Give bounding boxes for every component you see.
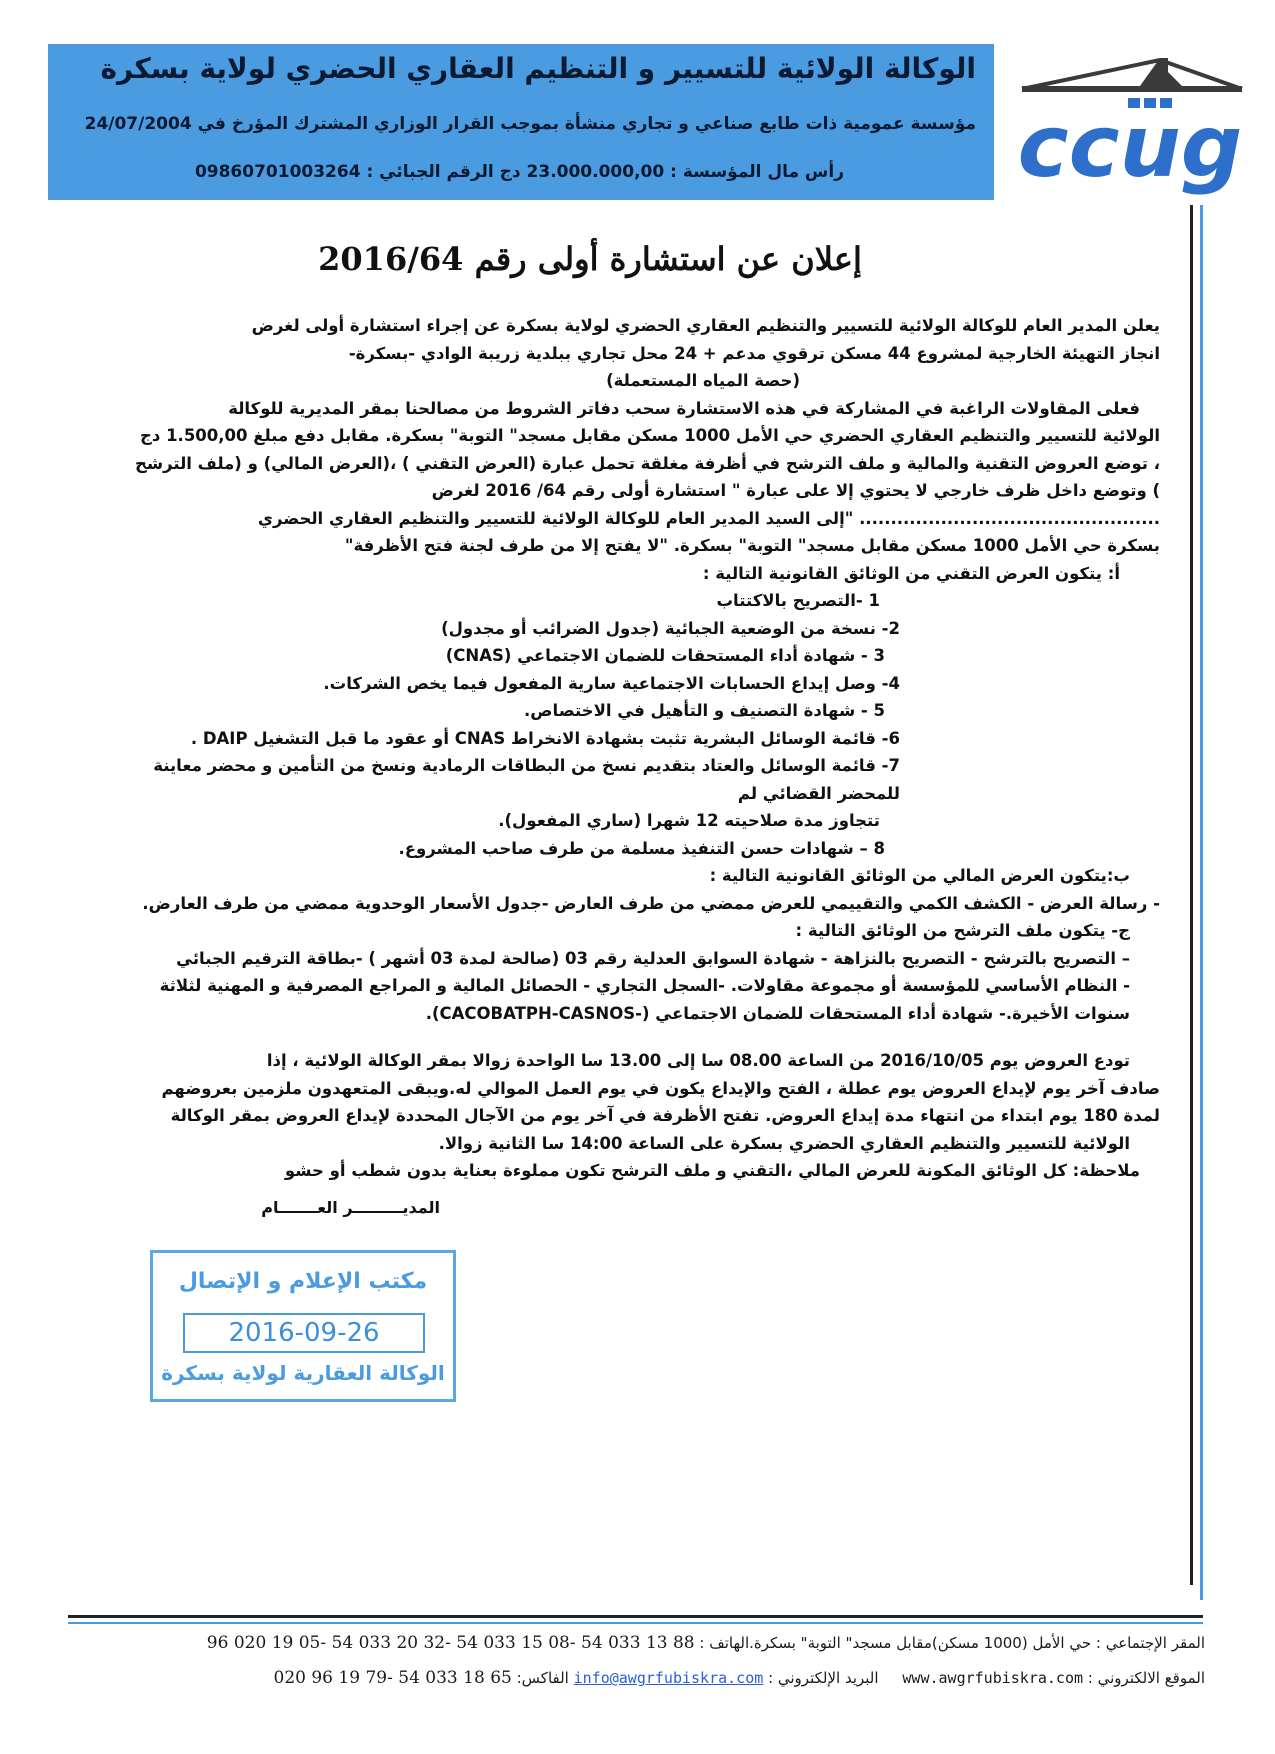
body-paragraph: ................................................ "إلى السيد المدير العام للوكالة الولائية للتسيير والتنظيم العقاري الحضري bbox=[257, 508, 1160, 528]
footer-fax-label: الفاكس: bbox=[516, 1669, 569, 1687]
technical-offer-item: 6- قائمة الوسائل البشرية تثبت بشهادة الانخراط CNAS أو عقود ما قبل التشغيل DAIP . bbox=[190, 728, 900, 748]
director-general-signature: المديـــــــــر العـــــــام bbox=[261, 1198, 440, 1217]
body-paragraph: ) وتوضع داخل ظرف خارجي لا يحتوي إلا على عبارة " استشارة أولى رقم 64/ 2016 لغرض bbox=[431, 481, 1160, 500]
technical-offer-item: تتجاوز مدة صلاحيته 12 شهرا (ساري المفعول). bbox=[498, 811, 880, 830]
footer-address-line bbox=[70, 1633, 1205, 1653]
footer-contact-line bbox=[70, 1668, 1205, 1688]
announcement-title: إعلان عن استشارة أولى رقم 2016/64 bbox=[318, 240, 862, 278]
footer-rule-blue bbox=[68, 1622, 1203, 1624]
logo-lettering: ccug bbox=[1017, 97, 1243, 197]
footer-rule bbox=[68, 1615, 1203, 1618]
body-paragraph: (حصة المياه المستعملة) bbox=[606, 371, 800, 390]
stamp-office-name: مكتب الإعلام و الإتصال bbox=[178, 1269, 428, 1294]
body-paragraph: بسكرة حي الأمل 1000 مسكن مقابل مسجد" التوبة" بسكرة. "لا يفتح إلا من طرف لجنة فتح الأظرفة" bbox=[344, 536, 1160, 555]
deposit-terms-line: الولائية للتسيير والتنظيم العقاري الحضري بسكرة على الساعة 14:00 سا الثانية زوالا. bbox=[438, 1133, 1130, 1153]
right-margin-rule-blue bbox=[1200, 205, 1203, 1600]
agency-name: الوكالة الولائية للتسيير و التنظيم العقاري الحضري لولاية بسكرة bbox=[100, 52, 976, 85]
body-paragraph: فعلى المقاولات الراغبة في المشاركة في هذه الاستشارة سحب دفاتر الشروط من مصالحنا بمقر المديرية للوكالة bbox=[228, 398, 1140, 418]
technical-offer-heading: أ: يتكون العرض التقني من الوثائق القانونية التالية : bbox=[702, 563, 1120, 583]
deposit-terms-line: لمدة 180 يوم ابتداء من انتهاء مدة إيداع العروض. تفتح الأظرفة في آخر يوم من الآجال المحددة لإيداع العروض بمقر الوكالة bbox=[170, 1106, 1160, 1125]
body-paragraph: الولائية للتسيير والتنظيم العقاري الحضري حي الأمل 1000 مسكن مقابل مسجد" التوبة" بسكرة. مقابل دفع مبلغ 1.500,00 دج bbox=[139, 426, 1160, 445]
technical-offer-item: 4- وصل إيداع الحسابات الاجتماعية سارية المفعول فيما يخص الشركات. bbox=[323, 673, 900, 693]
technical-offer-item: 7- قائمة الوسائل والعتاد بتقديم نسخ من البطاقات الرمادية ونسخ من التأمين و محضر معاينة للمحضر القضائي لم bbox=[153, 756, 900, 803]
agency-legal-status: مؤسسة عمومية ذات طابع صناعي و تجاري منشأة بموجب القرار الوزاري المشترك المؤرخ في 24/07/2004 bbox=[84, 114, 976, 134]
office-stamp bbox=[150, 1250, 456, 1402]
deposit-terms-line: تودع العروض يوم 2016/10/05 من الساعة 08.00 سا إلى 13.00 سا الواحدة زوالا بمقر الوكالة الولائية ، إذا bbox=[266, 1051, 1130, 1070]
agency-capital-tax-id: رأس مال المؤسسة : 23.000.000,00 دج الرقم الجبائي : 09860701003264 bbox=[194, 162, 844, 182]
stamp-date: 2016-09-26 bbox=[183, 1313, 425, 1353]
body-paragraph: انجاز التهيئة الخارجية لمشروع 44 مسكن ترقوي مدعم + 24 محل تجاري ببلدية زريبة الوادي -بسكرة- bbox=[348, 343, 1160, 363]
footer-site-label: الموقع الالكتروني : bbox=[1087, 1669, 1205, 1687]
agency-logo bbox=[1010, 48, 1250, 198]
note-line: ملاحظة: كل الوثائق المكونة للعرض المالي ،التقني و ملف الترشح تكون مملوءة بعناية بدون شطب أو حشو bbox=[284, 1161, 1140, 1180]
footer-fax: 65 18 033 54 -79 19 96 020 bbox=[273, 1668, 512, 1688]
right-margin-rule bbox=[1190, 205, 1193, 1585]
email-link[interactable]: info@awgrfubiskra.com bbox=[573, 1669, 764, 1687]
financial-offer-heading: ب:يتكون العرض المالي من الوثائق القانونية التالية : bbox=[709, 866, 1130, 885]
stamp-agency-name: الوكالة العقارية لولاية بسكرة bbox=[161, 1361, 445, 1385]
footer-address: المقر الإجتماعي : حي الأمل (1000 مسكن)مقابل مسجد" التوبة" بسكرة.الهاتف : bbox=[699, 1634, 1205, 1652]
technical-offer-item: 8 – شهادات حسن التنفيذ مسلمة من طرف صاحب المشروع. bbox=[398, 838, 885, 858]
website-link[interactable]: www.awgrfubiskra.com bbox=[902, 1669, 1084, 1687]
technical-offer-item: 5 - شهادة التصنيف و التأهيل في الاختصاص. bbox=[524, 701, 885, 720]
application-file-line: - النظام الأساسي للمؤسسة أو مجموعة مقاولات. -السجل التجاري - الحصائل المالية و المراجع المصرفية و المهنية لثلاثة bbox=[159, 976, 1130, 995]
financial-offer-text: - رسالة العرض - الكشف الكمي والتقييمي للعرض ممضي من طرف العارض -جدول الأسعار الوحدوية ممضي من طرف العارض. bbox=[142, 893, 1160, 913]
body-paragraph: يعلن المدير العام للوكالة الولائية للتسيير والتنظيم العقاري الحضري لولاية بسكرة عن إجراء استشارة أولى لغرض bbox=[251, 316, 1160, 335]
body-paragraph: ، توضع العروض التقنية والمالية و ملف الترشح في أظرفة مغلقة تحمل عبارة (العرض التقني ) ،(العرض المالي) و (ملف الترشح bbox=[134, 453, 1160, 473]
application-file-line: سنوات الأخيرة.- شهادة أداء المستحقات للضمان الاجتماعي (-CACOBATPH-CASNOS). bbox=[425, 1003, 1130, 1023]
footer-email-label: البريد الإلكتروني : bbox=[768, 1669, 879, 1687]
header-banner bbox=[48, 44, 994, 200]
announcement-body bbox=[110, 312, 1160, 1185]
technical-offer-item: 1 -التصريح بالاكتتاب bbox=[716, 591, 880, 610]
technical-offer-item: 3 - شهادة أداء المستحقات للضمان الاجتماعي (CNAS) bbox=[445, 646, 885, 665]
technical-offer-item: 2- نسخة من الوضعية الجبائية (جدول الضرائب أو مجدول) bbox=[441, 618, 900, 638]
application-file-line: – التصريح بالترشح - التصريح بالنزاهة - شهادة السوابق العدلية رقم 03 (صالحة لمدة 03 أشهر ) -بطاقة الترقيم الجبائي bbox=[176, 948, 1130, 968]
footer-phones: 88 13 033 54 -08 15 033 54 -32 20 033 54 -05 19 020 96 bbox=[206, 1633, 695, 1653]
application-file-heading: ج- يتكون ملف الترشح من الوثائق التالية : bbox=[795, 921, 1130, 940]
deposit-terms-line: صادف آخر يوم لإيداع العروض يوم عطلة ، الفتح والإيداع يكون في يوم العمل الموالي له.ويبقى المتعهدون ملزمين بعروضهم bbox=[161, 1078, 1160, 1098]
